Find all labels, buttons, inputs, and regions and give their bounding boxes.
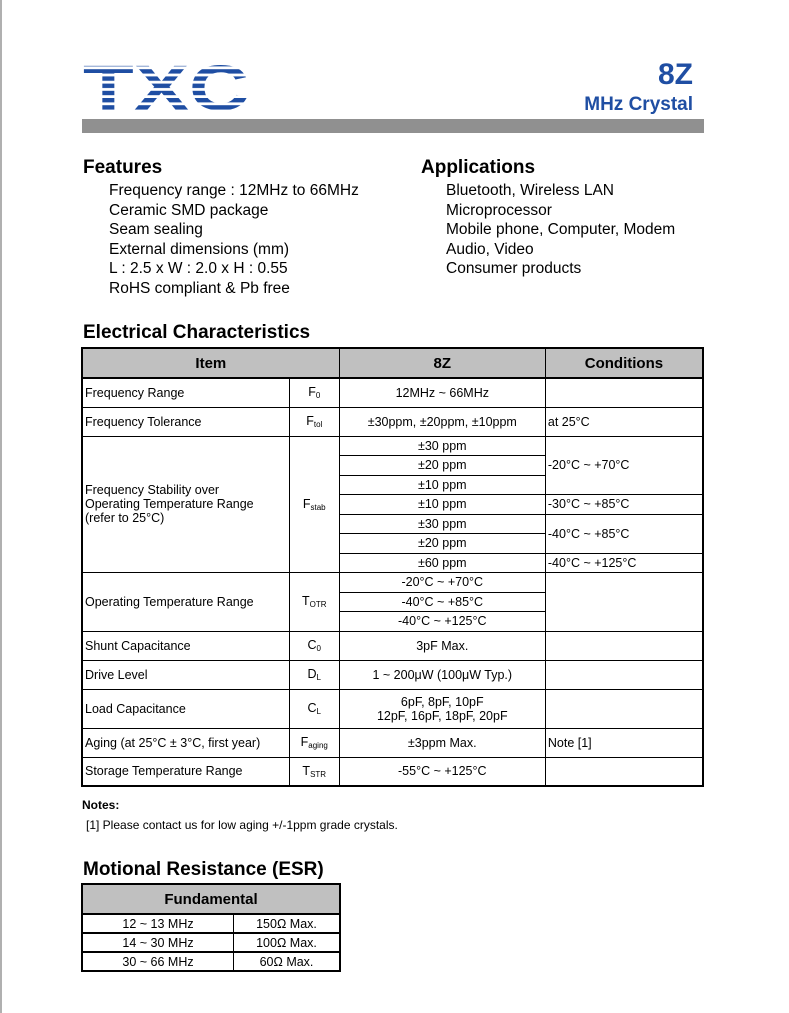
param-condition: -40°C ~ +125°C (545, 553, 703, 573)
list-item: Consumer products (446, 260, 582, 278)
table-row (82, 378, 703, 407)
product-name: MHz Crystal (584, 94, 693, 115)
param-symbol: $T_{STR}$ (289, 757, 339, 786)
esr-header: Fundamental (82, 884, 340, 914)
esr-heading: Motional Resistance (ESR) (83, 859, 324, 880)
param-name: Frequency Tolerance (82, 407, 289, 436)
esr-frequency: 12 ~ 13 MHz (82, 914, 234, 933)
list-item: Audio, Video (446, 240, 534, 258)
param-name: Shunt Capacitance (82, 631, 289, 660)
param-condition (545, 660, 703, 689)
applications-heading: Applications (421, 157, 536, 178)
param-value: ±30 ppm (339, 436, 545, 456)
table-header-row (82, 884, 340, 914)
param-condition: at 25°C (545, 407, 703, 436)
electrical-heading: Electrical Characteristics (83, 322, 311, 343)
features-list (109, 181, 359, 299)
param-condition: -20°C ~ +70°C (545, 436, 703, 495)
param-symbol: $C_L$ (289, 689, 339, 728)
note-item: [1] Please contact us for low aging +/-1ppm grade crystals. (86, 818, 398, 832)
txc-logo (82, 62, 250, 112)
param-value: -20°C ~ +70°C (339, 573, 545, 593)
param-name: Load Capacitance (82, 689, 289, 728)
param-value: 12MHz ~ 66MHz (339, 378, 545, 407)
param-value: 3pF Max. (339, 631, 545, 660)
esr-frequency: 30 ~ 66 MHz (82, 952, 234, 971)
param-value: ±10 ppm (339, 495, 545, 515)
param-symbol: $T_{OTR}$ (289, 573, 339, 632)
esr-frequency: 14 ~ 30 MHz (82, 933, 234, 952)
param-value: 6pF, 8pF, 10pF 12pF, 16pF, 18pF, 20pF (339, 689, 545, 728)
page-edge (0, 0, 2, 1013)
table-row (82, 631, 703, 660)
param-condition (545, 631, 703, 660)
param-value: 1 ~ 200μW (100μW Typ.) (339, 660, 545, 689)
param-value: ±20 ppm (339, 534, 545, 554)
param-name: Storage Temperature Range (82, 757, 289, 786)
list-item: Microprocessor (446, 201, 552, 219)
table-row (82, 933, 340, 952)
param-condition (545, 573, 703, 632)
param-name: Operating Temperature Range (82, 573, 289, 632)
table-row (82, 952, 340, 971)
param-name: Aging (at 25°C ± 3°C, first year) (82, 728, 289, 757)
esr-resistance: 100Ω Max. (234, 933, 341, 952)
param-condition (545, 689, 703, 728)
header-model: 8Z (339, 348, 545, 378)
applications-list (446, 181, 675, 279)
param-value: ±30 ppm (339, 514, 545, 534)
param-name: Drive Level (82, 660, 289, 689)
table-row (82, 757, 703, 786)
list-item: Frequency range : 12MHz to 66MHz (109, 182, 359, 199)
param-condition (545, 378, 703, 407)
list-item: Seam sealing (109, 221, 203, 239)
table-row (82, 436, 703, 456)
param-name: Frequency Range (82, 378, 289, 407)
notes-heading: Notes: (82, 798, 120, 812)
param-condition: -40°C ~ +85°C (545, 514, 703, 553)
esr-resistance: 150Ω Max. (234, 914, 341, 933)
param-value: ±60 ppm (339, 553, 545, 573)
header-divider (82, 119, 704, 133)
param-condition: Note [1] (545, 728, 703, 757)
param-condition (545, 757, 703, 786)
param-value: ±20 ppm (339, 456, 545, 476)
param-name: Frequency Stability over Operating Temperature Range (refer to 25°C) (82, 436, 289, 573)
electrical-table (81, 347, 704, 787)
param-value: ±10 ppm (339, 475, 545, 495)
table-row (82, 689, 703, 728)
param-value: -55°C ~ +125°C (339, 757, 545, 786)
table-row (82, 728, 703, 757)
esr-table (81, 883, 341, 972)
param-value: -40°C ~ +125°C (339, 612, 545, 632)
param-condition: -30°C ~ +85°C (545, 495, 703, 515)
table-row (82, 914, 340, 933)
features-heading: Features (83, 157, 163, 178)
list-item: Mobile phone, Computer, Modem (446, 221, 676, 239)
list-item: L : 2.5 x W : 2.0 x H : 0.55 (109, 260, 288, 278)
list-item: Ceramic SMD package (109, 201, 269, 219)
list-item: External dimensions (mm) (109, 240, 290, 258)
esr-resistance: 60Ω Max. (234, 952, 341, 971)
param-symbol: $F_0$ (289, 378, 339, 407)
param-symbol: $F_{aging}$ (289, 728, 339, 757)
table-row (82, 407, 703, 436)
header-conditions: Conditions (545, 348, 703, 378)
param-symbol: $F_{stab}$ (289, 436, 339, 573)
param-value: ±3ppm Max. (339, 728, 545, 757)
param-value: ±30ppm, ±20ppm, ±10ppm (339, 407, 545, 436)
param-symbol: $F_{tol}$ (289, 407, 339, 436)
param-symbol: $C_0$ (289, 631, 339, 660)
list-item: Bluetooth, Wireless LAN (446, 182, 614, 199)
param-value: -40°C ~ +85°C (339, 592, 545, 612)
product-code: 8Z (657, 58, 693, 91)
table-row (82, 660, 703, 689)
param-symbol: $D_L$ (289, 660, 339, 689)
table-row (82, 573, 703, 593)
table-header-row (82, 348, 703, 378)
list-item: RoHS compliant & Pb free (109, 279, 290, 297)
header-item: Item (82, 348, 339, 378)
